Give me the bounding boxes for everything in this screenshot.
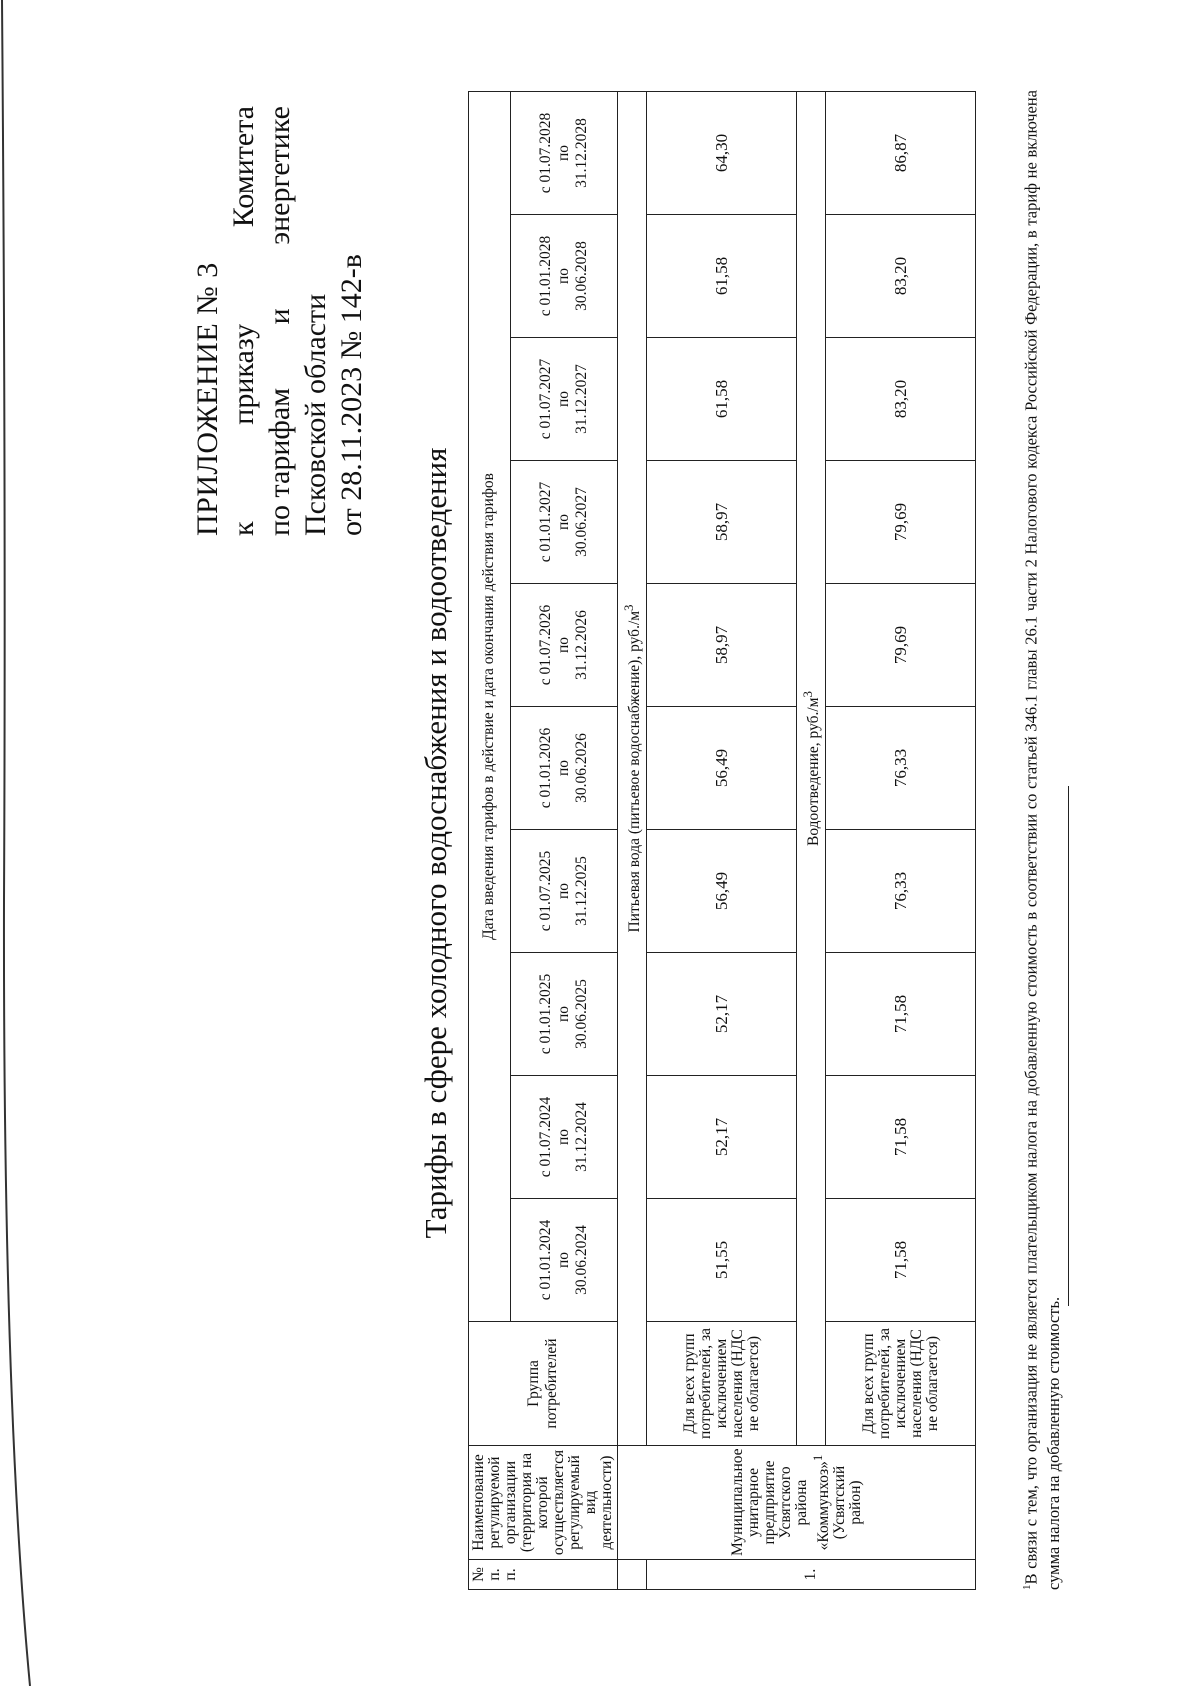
period-to: 30.06.2027 <box>572 487 590 557</box>
period-to: 31.12.2027 <box>572 364 590 434</box>
tariff-value: 71,58 <box>826 953 976 1076</box>
appendix-line-5: от 28.11.2023 № 142-в <box>335 254 368 536</box>
empty-cell <box>618 1560 647 1590</box>
footnote-number: 1 <box>1021 1584 1033 1590</box>
period-by: по <box>554 390 572 408</box>
period-from: с 01.07.2027 <box>536 358 554 440</box>
footnote <box>1016 90 1065 1590</box>
tariff-value: 52,17 <box>647 1076 797 1199</box>
unit-superscript: 3 <box>800 691 816 698</box>
period-to: 30.06.2024 <box>572 1225 590 1295</box>
signature-separator-line <box>1068 786 1069 1306</box>
appendix-line-4: Псковской области <box>299 293 332 536</box>
period-from: с 01.01.2026 <box>536 727 554 809</box>
period-by: по <box>554 636 572 654</box>
tariff-value: 71,58 <box>826 1076 976 1199</box>
organization-cell <box>618 1446 976 1560</box>
footnote-text: В связи с тем, что организация не является плательщиком налога на добавленную стоимость в соответствии со статьей 346.1 главы 26.1 части 2 Налогового кодекса Российской Федерации, в тариф не включена сумма налога на добавленную стоимость. <box>1021 90 1063 1590</box>
appendix-title: ПРИЛОЖЕНИЕ № 3 <box>191 262 224 536</box>
document-title: Тарифы в сфере холодного водоснабжения и водоотведения <box>418 447 453 1239</box>
period-by: по <box>554 144 572 162</box>
period-from: с 01.01.2028 <box>536 235 554 317</box>
period-by: по <box>554 759 572 777</box>
section-title-sewage <box>797 92 826 1446</box>
header-num: № п. п. <box>469 1560 618 1590</box>
tariff-value: 61,58 <box>647 338 797 461</box>
period-to: 31.12.2024 <box>572 1102 590 1172</box>
tariff-row-water <box>647 92 797 1590</box>
appendix-word: энергетике <box>263 106 296 245</box>
appendix-word: приказу <box>227 323 260 425</box>
footnote-mark: 1 <box>809 1454 825 1462</box>
organization-name <box>730 1449 832 1556</box>
section-title-water <box>618 92 647 1446</box>
appendix-line-2 <box>226 106 262 536</box>
period-from: с 01.01.2027 <box>536 481 554 563</box>
period-to: 31.12.2025 <box>572 856 590 926</box>
period-to: 31.12.2028 <box>572 118 590 188</box>
tariff-value: 64,30 <box>647 92 797 215</box>
period-from: с 01.07.2024 <box>536 1096 554 1178</box>
period-header <box>510 953 617 1076</box>
tariff-value: 76,33 <box>826 707 976 830</box>
header-row-1 <box>469 92 511 1590</box>
period-from: с 01.01.2024 <box>536 1219 554 1301</box>
period-header <box>510 92 617 215</box>
appendix-word: по тарифам <box>263 387 296 536</box>
tariff-value: 51,55 <box>647 1199 797 1322</box>
period-header <box>510 707 617 830</box>
period-header <box>510 461 617 584</box>
organization-area: (Усвятский район) <box>830 1465 864 1540</box>
appendix-word: к <box>227 521 260 536</box>
unit-superscript: 3 <box>621 604 636 611</box>
consumer-group-sewage: Для всех групп потребителей, за исключением населения (НДС не облагается) <box>826 1322 976 1446</box>
period-header <box>510 1199 617 1322</box>
period-from: с 01.07.2025 <box>536 850 554 932</box>
period-from: с 01.07.2028 <box>536 112 554 194</box>
tariff-row-sewage <box>826 92 976 1590</box>
section-title-text: Питьевая вода (питьевое водоснабжение), руб./м <box>626 610 644 933</box>
row-number: 1. <box>647 1560 976 1590</box>
tariff-value: 58,97 <box>647 461 797 584</box>
tariff-value: 71,58 <box>826 1199 976 1322</box>
section-row-sewage <box>797 92 826 1590</box>
period-by: по <box>554 882 572 900</box>
tariff-value: 52,17 <box>647 953 797 1076</box>
appendix-line-3 <box>262 106 298 536</box>
period-to: 30.06.2025 <box>572 979 590 1049</box>
period-header <box>510 584 617 707</box>
period-from: с 01.01.2025 <box>536 973 554 1055</box>
period-by: по <box>554 1251 572 1269</box>
header-dates-span: Дата введения тарифов в действие и дата окончания действия тарифов <box>469 92 511 1322</box>
period-by: по <box>554 267 572 285</box>
section-row-water <box>618 92 647 1590</box>
period-to: 30.06.2026 <box>572 733 590 803</box>
tariff-value: 86,87 <box>826 92 976 215</box>
organization-name-text: Муниципальное унитарное предприятие Усвятского района «Коммунхоз» <box>728 1448 832 1556</box>
period-to: 30.06.2028 <box>572 241 590 311</box>
period-header <box>510 1076 617 1199</box>
header-consumer-group: Группа потребителей <box>469 1322 618 1446</box>
period-from: с 01.07.2026 <box>536 604 554 686</box>
period-by: по <box>554 1005 572 1023</box>
appendix-block <box>190 106 370 536</box>
tariff-value: 58,97 <box>647 584 797 707</box>
tariff-value: 79,69 <box>826 461 976 584</box>
period-header <box>510 338 617 461</box>
consumer-group-water: Для всех групп потребителей, за исключением населения (НДС не облагается) <box>647 1322 797 1446</box>
period-by: по <box>554 1128 572 1146</box>
section-title-text: Водоотведение, руб./м <box>805 697 823 846</box>
tariff-value: 56,49 <box>647 707 797 830</box>
tariff-value: 83,20 <box>826 215 976 338</box>
header-organization: Наименование регулируемой организации (территория на которой осуществляется регулируемый вид деятельности) <box>469 1446 618 1560</box>
period-to: 31.12.2026 <box>572 610 590 680</box>
tariff-value: 83,20 <box>826 338 976 461</box>
tariff-value: 79,69 <box>826 584 976 707</box>
period-header <box>510 830 617 953</box>
tariff-value: 76,33 <box>826 830 976 953</box>
tariff-table <box>468 91 976 1590</box>
period-header <box>510 215 617 338</box>
period-by: по <box>554 513 572 531</box>
tariff-value: 56,49 <box>647 830 797 953</box>
appendix-word: Комитета <box>227 106 260 228</box>
appendix-word: и <box>263 308 296 325</box>
tariff-value: 61,58 <box>647 215 797 338</box>
